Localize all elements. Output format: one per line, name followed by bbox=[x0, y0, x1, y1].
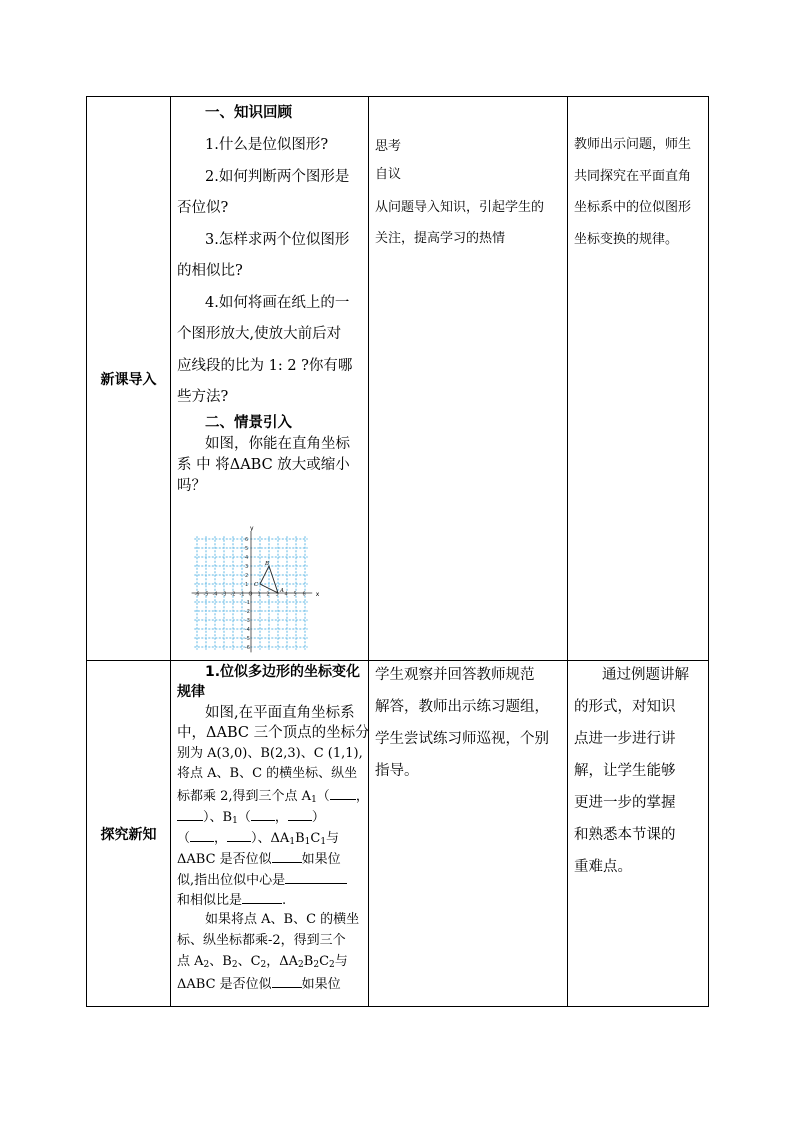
explore-line-2: 中，ΔABC 三个顶点的坐标分 bbox=[177, 725, 370, 741]
lparen: （ bbox=[237, 810, 251, 825]
c2-label: 、C bbox=[237, 954, 261, 969]
blank-similar-1[interactable] bbox=[272, 848, 302, 863]
explore-line-4: 将点 A、B、C 的横坐标、纵坐 bbox=[177, 766, 358, 781]
explore-title-line2: 规律 bbox=[177, 684, 205, 700]
x-tick-label: 4 bbox=[284, 591, 288, 598]
blank-a1y[interactable] bbox=[177, 806, 203, 821]
y-tick-label: 6 bbox=[245, 537, 249, 543]
x-tick-label: -3 bbox=[221, 591, 227, 598]
sub-2: 2 bbox=[231, 960, 238, 970]
triangle-a2b2c2-label: ，ΔA bbox=[266, 954, 299, 969]
blank-c1x[interactable] bbox=[190, 827, 214, 842]
x-tick-label: -4 bbox=[212, 591, 218, 598]
x-tick-label: -6 bbox=[194, 591, 200, 598]
question-4-line4: 些方法? bbox=[177, 389, 229, 405]
blank-ratio[interactable] bbox=[242, 889, 282, 904]
explore-student-3: 学生尝试练习师巡视，个别 bbox=[375, 731, 549, 747]
heading-scene: 二、情景引入 bbox=[205, 415, 292, 431]
question-4-line2: 个图形放大,使放大前后对 bbox=[177, 326, 342, 342]
blank-similar-2[interactable] bbox=[272, 973, 302, 988]
explore-intent-5: 更进一步的掌握 bbox=[574, 795, 676, 811]
question-1: 1.什么是位似图形? bbox=[205, 137, 329, 153]
explore-intent-2: 的形式，对知识 bbox=[574, 699, 676, 715]
explore-line-7: （ ， ）、$\Delta A_1B_1C_1$与 bbox=[177, 827, 339, 852]
row-label-intro: 新课导入 bbox=[100, 371, 157, 388]
explore-line-13: 点 $A_2$、$B_2$、$C_2$，$\Delta A_2B_2C_2$与 bbox=[177, 954, 348, 970]
sub-2: 2 bbox=[329, 960, 335, 970]
blank-c1y[interactable] bbox=[227, 827, 251, 842]
lparen: （ bbox=[177, 831, 191, 846]
ratio-question: 和相似比是 bbox=[177, 893, 243, 908]
x-tick-label: 5 bbox=[293, 591, 297, 598]
student-activity-3: 从问题导入知识，引起学生的 bbox=[375, 200, 545, 215]
blank-b1y[interactable] bbox=[288, 806, 312, 821]
is-similar-question-2: ΔABC 是否位似 bbox=[177, 977, 272, 992]
explore-intent-cell bbox=[568, 661, 708, 1006]
b2-label: 、B bbox=[209, 954, 232, 969]
sub-1: 1 bbox=[289, 837, 296, 847]
explore-title-line1: 1.位似多边形的坐标变化 bbox=[205, 664, 361, 680]
row-label-explore: 探究新知 bbox=[100, 826, 157, 843]
student-activity-1: 思考 bbox=[375, 139, 402, 154]
comma: ， bbox=[274, 810, 288, 825]
question-2-line2: 否位似? bbox=[177, 200, 229, 216]
intent-line-4: 坐标变换的规律。 bbox=[574, 232, 679, 247]
explore-line-9 bbox=[177, 869, 347, 891]
triangle-a1b1c1-label: 、ΔA bbox=[257, 831, 290, 846]
explore-line-12: 标、纵坐标都乘-2，得到三个 bbox=[177, 933, 346, 948]
y-tick-label: -5 bbox=[245, 636, 250, 642]
if-similar-2: 如果位 bbox=[301, 977, 341, 992]
intent-line-1: 教师出示问题，师生 bbox=[574, 137, 692, 152]
x-tick-label: -1 bbox=[239, 591, 245, 598]
is-similar-question: ΔABC 是否位似 bbox=[177, 852, 272, 867]
x-tick-label: O bbox=[248, 591, 253, 598]
question-2-line1: 2.如何判断两个图形是 bbox=[205, 169, 350, 185]
explore-student-1: 学生观察并回答教师规范 bbox=[375, 667, 535, 683]
explore-line-3: 别为 A(3,0)、B(2,3)、C (1,1), bbox=[177, 746, 363, 761]
explore-line-8 bbox=[177, 848, 341, 870]
and-word: 与 bbox=[334, 954, 348, 969]
y-tick-label: 3 bbox=[245, 564, 249, 570]
tick-labels bbox=[195, 537, 306, 651]
x-tick-label: 2 bbox=[266, 591, 270, 598]
rparen: ） bbox=[203, 810, 210, 825]
explore-line-14 bbox=[177, 973, 341, 995]
blank-center[interactable] bbox=[285, 869, 347, 884]
explore-line-11: 如果将点 A、B、C 的横坐 bbox=[205, 912, 360, 927]
sub-2: 2 bbox=[203, 960, 210, 970]
point-label-c: C bbox=[254, 582, 259, 588]
lparen: （ bbox=[316, 789, 330, 804]
y-tick-label: -6 bbox=[245, 645, 250, 651]
x-axis-label: x bbox=[315, 591, 320, 598]
b1-label: 、B bbox=[209, 810, 233, 825]
blank-b1x[interactable] bbox=[251, 806, 275, 821]
sub-1: 1 bbox=[320, 837, 327, 847]
sub-1: 1 bbox=[311, 795, 317, 805]
intro-intent-cell bbox=[568, 97, 708, 660]
explore-line-5-text: 标都乘 2,得到三个点 A bbox=[177, 789, 312, 804]
if-similar: 如果位 bbox=[301, 852, 341, 867]
y-axis-label: y bbox=[250, 525, 254, 532]
y-tick-label: 4 bbox=[245, 555, 249, 561]
student-activity-2: 自议 bbox=[375, 167, 402, 182]
y-tick-label: -2 bbox=[245, 609, 250, 615]
and-word: 与 bbox=[326, 831, 340, 846]
point-label-a: A bbox=[280, 588, 284, 594]
x-tick-label: -5 bbox=[203, 591, 209, 598]
x-tick-label: 3 bbox=[275, 591, 279, 598]
intro-student-cell bbox=[369, 97, 567, 660]
explore-student-cell bbox=[369, 661, 567, 1006]
y-tick-label: -4 bbox=[245, 627, 250, 633]
point-label-b: B bbox=[265, 561, 270, 567]
y-tick-label: 1 bbox=[245, 582, 249, 588]
y-tick-label: -1 bbox=[245, 600, 250, 606]
axes bbox=[192, 525, 320, 652]
explore-intent-3: 点进一步进行讲 bbox=[574, 731, 676, 747]
x-tick-label: 1 bbox=[257, 591, 261, 598]
comma: ， bbox=[214, 831, 228, 846]
table-border-right bbox=[708, 96, 709, 1007]
rparen: ） bbox=[251, 831, 258, 846]
scene-line2: 系 中 将ΔABC 放大或缩小 bbox=[177, 457, 350, 473]
y-tick-label: 5 bbox=[245, 546, 249, 552]
explore-content-cell bbox=[171, 661, 368, 1006]
x-tick-label: -2 bbox=[230, 591, 236, 598]
explore-intent-1: 通过例题讲解 bbox=[602, 667, 689, 683]
intent-line-3: 坐标系中的位似图形 bbox=[574, 200, 692, 215]
sub-1: 1 bbox=[232, 816, 238, 826]
period: . bbox=[282, 893, 287, 908]
lesson-table bbox=[86, 96, 709, 1007]
rparen: ） bbox=[311, 810, 325, 825]
sub-2: 2 bbox=[313, 960, 320, 970]
table-border-bottom bbox=[86, 1006, 709, 1007]
explore-line-1: 如图,在平面直角坐标系 bbox=[205, 705, 355, 721]
question-3-line1: 3.怎样求两个位似图形 bbox=[205, 232, 350, 248]
explore-intent-6: 和熟悉本节课的 bbox=[574, 827, 676, 843]
intent-line-2: 共同探究在平面直角 bbox=[574, 169, 692, 184]
sub-2: 2 bbox=[298, 960, 304, 970]
sub-2: 2 bbox=[260, 960, 267, 970]
explore-student-2: 解答，教师出示练习题组， bbox=[375, 699, 549, 715]
coordinate-figure bbox=[179, 525, 329, 651]
intro-content-cell bbox=[171, 97, 368, 660]
scene-line3: 吗？ bbox=[177, 478, 206, 494]
y-tick-label: 2 bbox=[245, 573, 249, 579]
question-4-line3: 应线段的比为 1: 2 ?你有哪 bbox=[177, 358, 353, 374]
explore-line-10 bbox=[177, 889, 286, 911]
explore-intent-4: 解，让学生能够 bbox=[574, 763, 676, 779]
question-4-line1: 4.如何将画在纸上的一 bbox=[205, 295, 350, 311]
comma: ， bbox=[355, 789, 369, 804]
explore-student-4: 指导。 bbox=[375, 763, 419, 779]
heading-review: 一、知识回顾 bbox=[205, 105, 292, 121]
question-3-line2: 的相似比? bbox=[177, 263, 243, 279]
a2-label: 点 A bbox=[177, 954, 204, 969]
blank-a1x[interactable] bbox=[330, 785, 356, 800]
y-tick-label: -3 bbox=[245, 618, 250, 624]
sub-1: 1 bbox=[304, 837, 311, 847]
x-tick-label: 6 bbox=[302, 591, 306, 598]
scene-line1: 如图，你能在直角坐标 bbox=[205, 436, 350, 452]
student-activity-4: 关注，提高学习的热情 bbox=[375, 231, 506, 246]
center-question: 似,指出位似中心是 bbox=[177, 873, 286, 888]
explore-intent-7: 重难点。 bbox=[574, 859, 632, 875]
